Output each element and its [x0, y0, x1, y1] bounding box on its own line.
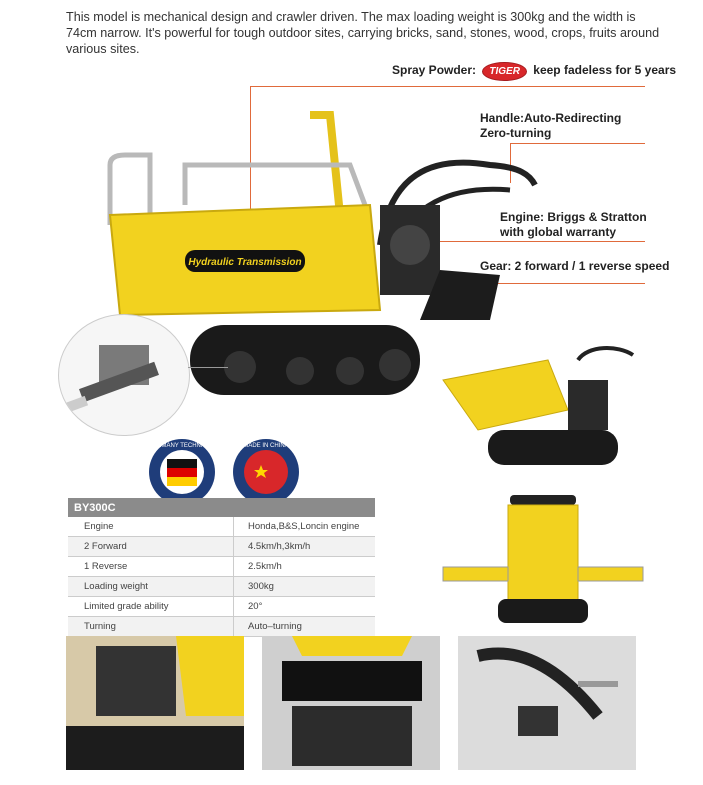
china-badge-text: MADE IN CHINA	[243, 443, 289, 449]
spec-table-header	[68, 498, 375, 517]
germany-badge-text: GERMANY TECHNIQUE	[148, 443, 216, 449]
table-row	[68, 617, 375, 637]
table-row	[68, 597, 375, 617]
model-name: BY300C	[74, 501, 116, 514]
table-row	[68, 517, 375, 537]
spec-value: 20°	[234, 597, 376, 617]
handle-line-2: Zero-turning	[480, 126, 552, 140]
spray-powder-callout	[392, 62, 676, 81]
table-row	[68, 577, 375, 597]
table-row	[68, 557, 375, 577]
spec-value: Honda,B&S,Loncin engine	[234, 517, 376, 537]
engine-line-2: with global warranty	[500, 225, 617, 239]
spec-label: Engine	[68, 517, 234, 537]
made-in-china-badge	[231, 437, 301, 507]
hydraulic-label: Hydraulic Transmission	[188, 257, 302, 268]
gear-callout: Gear: 2 forward / 1 reverse speed	[480, 259, 670, 273]
front-view-photo	[438, 487, 648, 627]
gearbox-drawing	[59, 315, 189, 435]
handle-line-1: Handle:Auto-Redirecting	[480, 111, 622, 125]
intro-paragraph: This model is mechanical design and crawler driven. The max loading weight is 300kg and the width is 74cm narrow. It's powerful for tough outdoor sites, carrying bricks, sand, stones, wood, crops, fruits around various sites.	[66, 10, 660, 56]
spray-powder-label: Spray Powder:	[392, 63, 477, 77]
seat-detail-photo	[262, 636, 440, 770]
engine-line-1: Engine: Briggs & Stratton	[500, 210, 647, 224]
spec-table	[68, 498, 375, 637]
spec-value: Auto–turning	[234, 617, 376, 637]
spec-label: Limited grade ability	[68, 597, 234, 617]
spec-label: 2 Forward	[68, 537, 234, 557]
transmission-inset	[58, 314, 190, 436]
spec-value: 2.5km/h	[234, 557, 376, 577]
spray-lead-horizontal	[250, 86, 645, 87]
handle-detail-photo	[458, 636, 636, 770]
engine-detail-photo	[66, 636, 244, 770]
table-row	[68, 537, 375, 557]
spec-label: 1 Reverse	[68, 557, 234, 577]
inset-lead	[188, 367, 228, 368]
germany-technique-badge	[147, 437, 217, 507]
spec-label: Turning	[68, 617, 234, 637]
spec-value: 300kg	[234, 577, 376, 597]
tiger-logo: TIGER	[482, 62, 527, 81]
dumping-machine-photo	[438, 340, 638, 470]
spray-powder-suffix: keep fadeless for 5 years	[533, 63, 677, 77]
spec-value: 4.5km/h,3km/h	[234, 537, 376, 557]
spec-label: Loading weight	[68, 577, 234, 597]
